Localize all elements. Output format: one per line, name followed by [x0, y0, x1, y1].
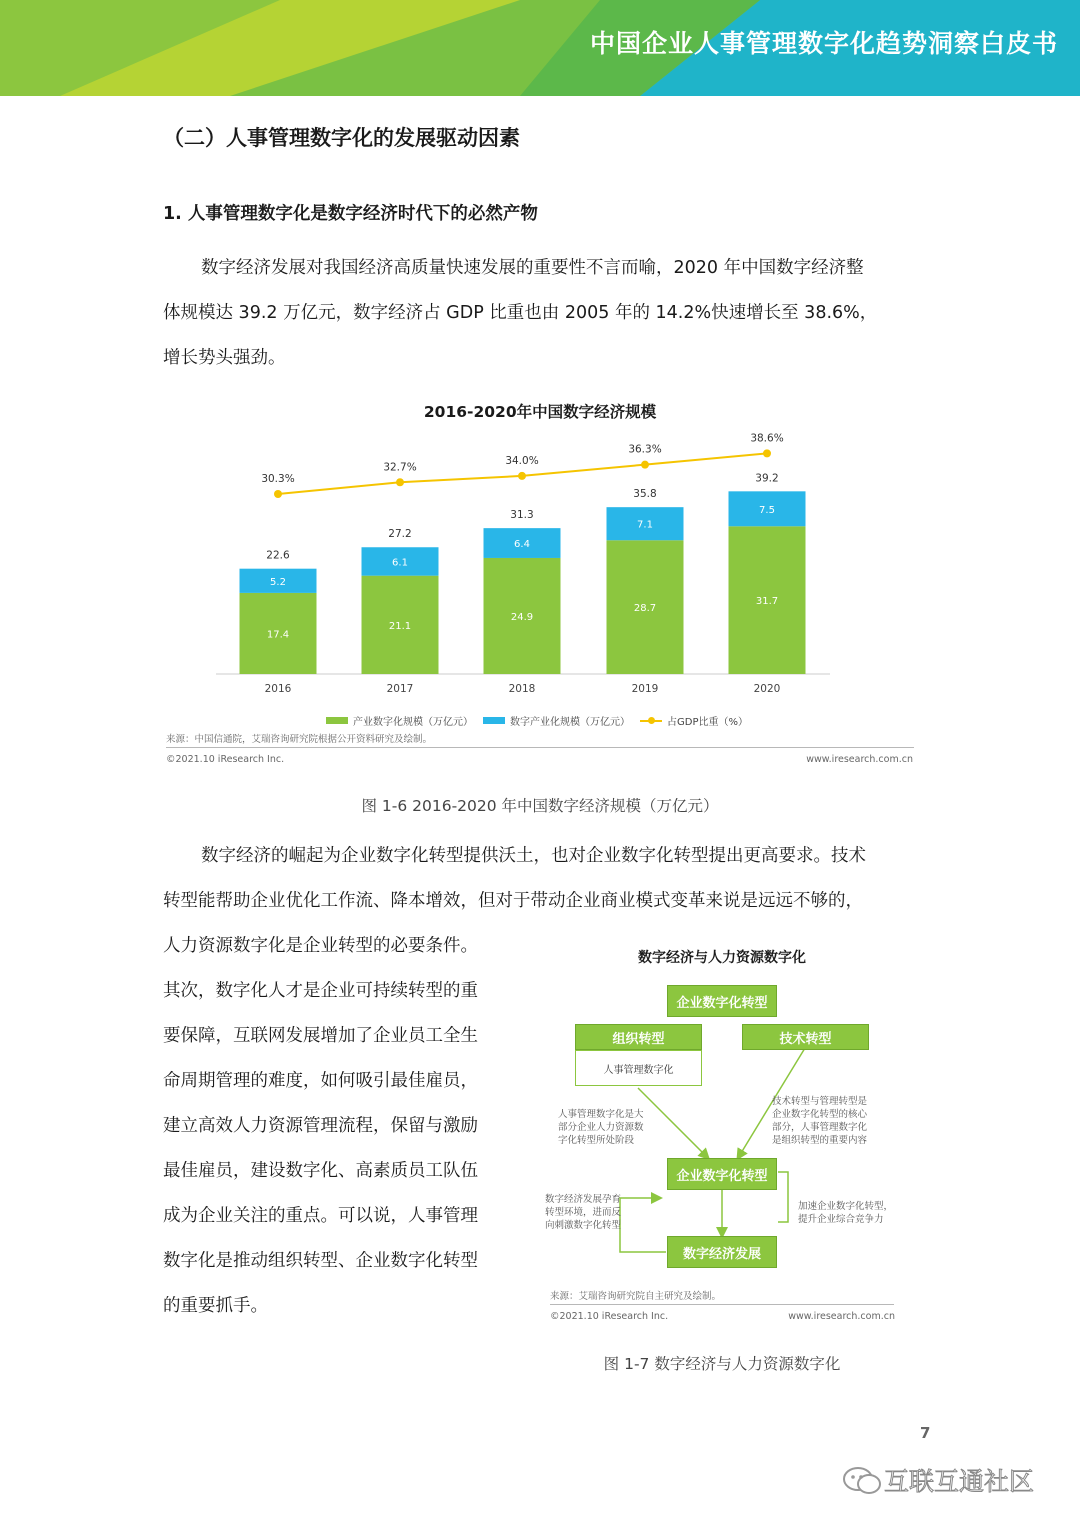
- legend-swatch-industrial: [326, 717, 348, 724]
- paragraph-line: 数字经济发展对我国经济高质量快速发展的重要性不言而喻，2020 年中国数字经济整: [201, 258, 864, 278]
- note-left-bottom: [545, 1193, 621, 1232]
- data-label-total: 39.2: [755, 472, 779, 485]
- paragraph-line: 转型能帮助企业优化工作流、降本增效，但对于带动企业商业模式变革来说是远远不够的，: [163, 891, 863, 911]
- gdp-share-label: 38.6%: [750, 432, 784, 445]
- legend-swatch-gdp: [640, 720, 662, 722]
- legend-label: 数字产业化规模（万亿元）: [510, 717, 630, 728]
- box-enterprise-transformation: 企业数字化转型: [667, 985, 777, 1017]
- subsection-heading: 1. 人事管理数字化是数字经济时代下的必然产物: [163, 204, 538, 224]
- gdp-share-label: 30.3%: [261, 473, 295, 485]
- chart-divider: [166, 747, 914, 748]
- paragraph-line: 的重要抓手。: [163, 1296, 268, 1316]
- document-title: 中国企业人事管理数字化趋势洞察白皮书: [589, 29, 1058, 58]
- chart-legend: [326, 713, 748, 728]
- watermark: [842, 1462, 1034, 1498]
- note-line: 向刺激数字化转型: [545, 1220, 622, 1231]
- paragraph-line: 其次，数字化人才是企业可持续转型的重: [163, 981, 478, 1001]
- legend-label: 占GDP比重（%）: [667, 717, 748, 728]
- figure-caption: 图 1-6 2016-2020 年中国数字经济规模（万亿元）: [361, 797, 719, 815]
- chart-copyright: ©2021.10 iResearch Inc.: [166, 754, 285, 765]
- narrow-paragraph: [163, 924, 478, 1329]
- data-label-total: 27.2: [388, 528, 412, 541]
- note-line: 人事管理数字化是大: [558, 1109, 644, 1120]
- watermark-text: 互联互通社区: [884, 1467, 1035, 1496]
- diagram-source: 来源：艾瑞咨询研究院自主研究及绘制。: [550, 1291, 722, 1302]
- box-org-transformation: 组织转型: [575, 1024, 702, 1050]
- box-digital-economy: 数字经济发展: [667, 1236, 777, 1268]
- diagram-divider: [550, 1304, 894, 1305]
- paragraph-line: 数字化是推动组织转型、企业数字化转型: [163, 1251, 478, 1271]
- x-tick-label: 2020: [753, 683, 781, 695]
- paragraph-line: 要保障，互联网发展增加了企业员工全生: [163, 1026, 478, 1046]
- data-label-digital: 7.5: [759, 504, 775, 516]
- data-label-digital: 6.4: [514, 539, 530, 551]
- section-heading: （二）人事管理数字化的发展驱动因素: [163, 126, 520, 150]
- box-hr-digitalization: 人事管理数字化: [575, 1050, 702, 1086]
- paragraph-line: 命周期管理的难度，如何吸引最佳雇员，: [163, 1071, 478, 1091]
- paragraph-line: 增长势头强劲。: [163, 348, 286, 368]
- paragraph-line: 最佳雇员，建设数字化、高素质员工队伍: [163, 1161, 478, 1181]
- data-label-industrial: 17.4: [266, 629, 290, 641]
- gdp-share-point: [763, 449, 771, 457]
- paragraph-line: 数字经济的崛起为企业数字化转型提供沃土，也对企业数字化转型提出更高要求。技术: [201, 846, 866, 866]
- data-label-total: 35.8: [633, 488, 657, 501]
- note-line: 企业数字化转型的核心: [772, 1109, 868, 1120]
- note-line: 加速企业数字化转型，: [798, 1201, 894, 1212]
- chat-bubble-icon: [842, 1465, 882, 1495]
- diagram-copyright: ©2021.10 iResearch Inc.: [550, 1311, 669, 1322]
- note-right-bottom: [798, 1200, 893, 1226]
- note-line: 部分企业人力资源数: [558, 1122, 644, 1133]
- data-label-industrial: 21.1: [388, 620, 412, 632]
- gdp-share-point: [518, 472, 526, 480]
- note-line: 字化转型所处阶段: [558, 1135, 635, 1146]
- legend-swatch-digital: [483, 717, 505, 724]
- note-line: 数字经济发展孕育: [545, 1194, 622, 1205]
- gdp-share-point: [274, 490, 282, 498]
- figure-caption-2: 图 1-7 数字经济与人力资源数字化: [603, 1355, 841, 1373]
- note-line: 是组织转型的重要内容: [772, 1135, 868, 1146]
- note-left: [558, 1108, 644, 1147]
- data-label-digital: 7.1: [637, 519, 653, 531]
- paragraph-line: 建立高效人力资源管理流程，保留与激励: [163, 1116, 478, 1136]
- note-line: 部分，人事管理数字化: [772, 1122, 868, 1133]
- x-tick-label: 2018: [508, 683, 536, 695]
- gdp-share-label: 36.3%: [628, 443, 662, 456]
- data-label-total: 31.3: [510, 509, 534, 522]
- chart-website: www.iresearch.com.cn: [806, 754, 913, 765]
- data-label-industrial: 24.9: [510, 611, 534, 623]
- diagram-website: www.iresearch.com.cn: [788, 1311, 895, 1322]
- chart-title: 2016-2020年中国数字经济规模: [423, 403, 657, 421]
- x-tick-label: 2019: [631, 683, 659, 695]
- diagram: [540, 940, 920, 1330]
- diagram-title: 数字经济与人力资源数字化: [638, 950, 806, 966]
- note-line: 技术转型与管理转型是: [772, 1096, 868, 1107]
- data-label-digital: 6.1: [392, 557, 408, 569]
- paragraph-line: 体规模达 39.2 万亿元，数字经济占 GDP 比重也由 2005 年的 14.2%快速增长至 38.6%，: [163, 303, 878, 323]
- bar-chart: [0, 420, 1080, 710]
- gdp-share-point: [641, 461, 649, 469]
- data-label-industrial: 28.7: [633, 603, 657, 615]
- box-tech-transformation: 技术转型: [742, 1024, 869, 1050]
- note-line: 转型环境，进而反: [545, 1207, 622, 1218]
- x-tick-label: 2016: [264, 683, 292, 695]
- page-number: 7: [920, 1424, 931, 1442]
- paragraph-line: 成为企业关注的重点。可以说，人事管理: [163, 1206, 478, 1226]
- paragraph-line: 人力资源数字化是企业转型的必要条件。: [163, 936, 478, 956]
- gdp-share-label: 34.0%: [505, 454, 539, 467]
- gdp-share-label: 32.7%: [383, 461, 417, 474]
- note-line: 提升企业综合竞争力: [798, 1214, 884, 1225]
- data-label-total: 22.6: [266, 549, 290, 562]
- note-right: [772, 1095, 867, 1147]
- chart-source: 来源：中国信通院，艾瑞咨询研究院根据公开资料研究及绘制。: [166, 734, 433, 745]
- data-label-industrial: 31.7: [755, 596, 779, 608]
- header-banner: [0, 0, 1080, 96]
- box-enterprise-transformation-mid: 企业数字化转型: [667, 1158, 777, 1190]
- data-label-digital: 5.2: [270, 576, 286, 588]
- x-tick-label: 2017: [386, 683, 414, 695]
- gdp-share-point: [396, 478, 404, 486]
- legend-label: 产业数字化规模（万亿元）: [353, 717, 473, 728]
